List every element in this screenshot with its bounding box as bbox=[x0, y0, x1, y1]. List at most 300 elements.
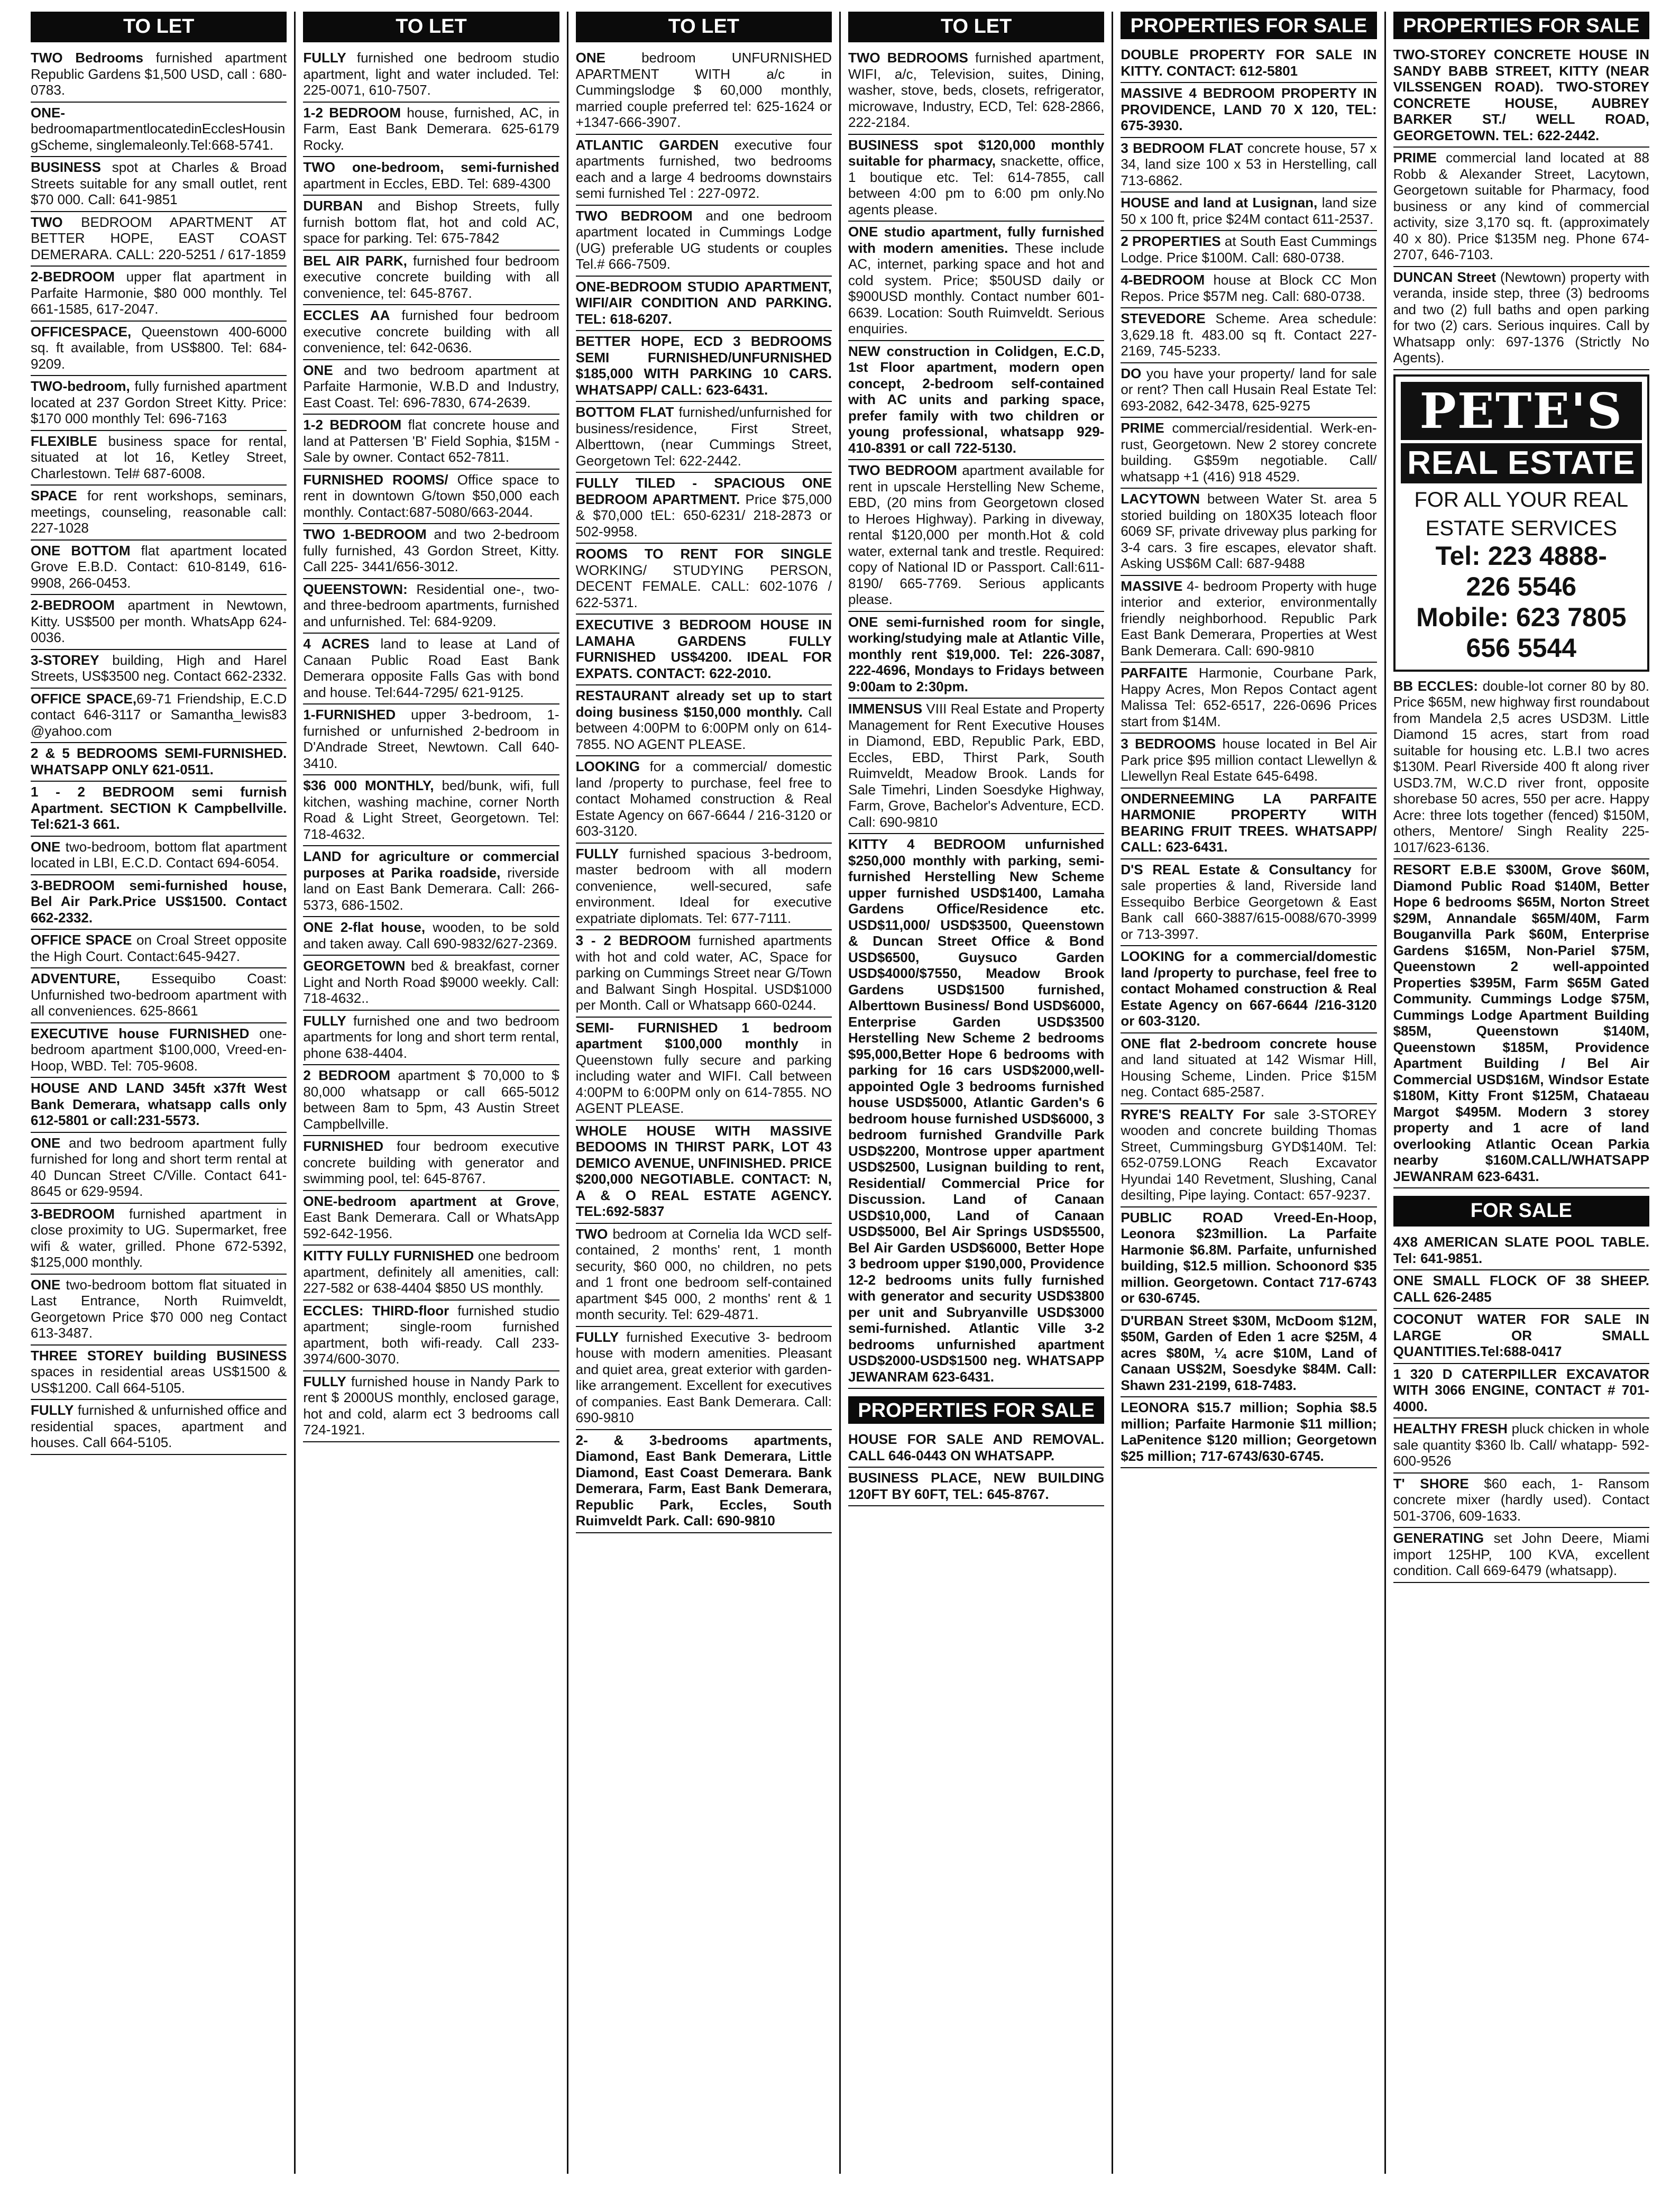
ad-lead: THREE STOREY building BUSINESS bbox=[31, 1347, 287, 1364]
classified-ad bbox=[576, 135, 832, 206]
classified-ad bbox=[1121, 576, 1376, 663]
ad-body: between Water St. area 5 storied building on 180X35 loteach floor 6069 SF, private driveway plus parking for 3-4 cars. 3 fire escapes, elevator shaft. Asking US$6M Call: 687-9488 bbox=[1121, 491, 1377, 571]
ad-body: furnished spacious 3-bedroom, master bedroom with all modern convenience, well-secured, safe environment. Ideal for executive expatriate diplomats. Tel: 677-7111. bbox=[575, 845, 832, 926]
classified-ad bbox=[1393, 1528, 1649, 1583]
ad-body: executive four apartments furnished, two bedrooms each and a large 4 bedrooms downstairs semi furnished Tel : 227-0972. bbox=[575, 136, 832, 201]
ad-lead: OFFICE SPACE bbox=[31, 932, 132, 948]
ad-lead: ONE bbox=[575, 50, 605, 66]
ad-lead: NEW construction in Colidgen, E.C.D, 1st Floor apartment, modern open concept, 2-bedroom self-contained with AC units and parking space, prefer family with two children or young professional, whatsapp 929-410-8391 or call 722-5130. bbox=[848, 343, 1105, 456]
classified-ad bbox=[31, 157, 287, 212]
section-header: TO LET bbox=[303, 12, 559, 42]
ad-lead: ROOMS TO RENT FOR SINGLE bbox=[575, 546, 832, 562]
ad-lead: TWO bbox=[31, 214, 63, 230]
ad-lead: TWO BEDROOM bbox=[575, 207, 693, 224]
ad-body: Call between 4:00PM to 6:00PM only on 614-7855. NO AGENT PLEASE. bbox=[575, 703, 832, 752]
classified-ad bbox=[31, 1204, 287, 1275]
ad-lead: 3 BEDROOMS bbox=[1121, 736, 1216, 752]
ad-body: Essequibo Coast: Unfurnished two-bedroom apartment with all conveniences. 625-8661 bbox=[31, 971, 287, 1019]
classifieds-page bbox=[23, 12, 1657, 2174]
section-header: TO LET bbox=[31, 12, 287, 42]
ad-lead: KITTY 4 BEDROOM unfurnished $250,000 monthly with parking, semi-furnished Herstelling New Scheme upper furnished USD$1400, Lamaha Gardens Office/Residence etc. USD$11,000/ USD$3500, Queenstown & Duncan Street Office & Bond USD$6500, Guysuco Garden USD$4000/$7550, Meadow Brook Gardens USD$1500 furnished, Alberttown Business/ Bond USD$6000, Enterprise Garden USD$3500 Herstelling New Scheme 2 bedrooms $95,000,Better Hope 6 bedrooms with parking for 16 cars USD$2000,well-appointed Ogle 3 bedrooms furnished house USD$5000, Atlantic Garden's 6 bedroom house furnished USD$6000, 3 bedroom furnished Grandville Park USD$2200, Montrose upper apartment USD$2500, Lusignan building to rent, Residential/ Commercial Price for Discussion. Land of Canaan USD$10,000, Land of Canaan USD$5000, Bel Air Springs USD$5500, Bel Air Garden USD$6000, Better Hope 3 bedroom upper $190,000, Providence 12-2 bedrooms units fully furnished with generator and security USD$3800 per unit and Subryanville USD$3000 semi-furnished. Atlantic Ville 3-2 bedrooms unfurnished apartment USD$2000-USD$1500 neg. WHATSAPP JEWANRAM 623-6431. bbox=[848, 836, 1105, 1385]
ad-lead: KITTY FULLY FURNISHED bbox=[303, 1248, 474, 1264]
classified-ad bbox=[303, 704, 559, 775]
ad-body: sale 3-STOREY wooden and concrete building Thomas Street, Cummingsburg GYD$140M. Tel: 652-0759.LONG Reach Excavator Hyundai 140 Revetment, Slushing, Canal desilting, Pipe laying. Contact: 657-9237. bbox=[1121, 1106, 1377, 1203]
ad-body: concrete house, 57 x 34, land size 100 x 53 in Herstelling, call 713-6862. bbox=[1121, 140, 1377, 188]
ad-body: furnished four bedroom executive concrete building with all convenience, tel: 645-8767. bbox=[303, 252, 559, 301]
classified-ad bbox=[848, 1429, 1104, 1468]
classified-ad bbox=[303, 917, 559, 956]
classified-ad bbox=[1393, 676, 1649, 860]
ad-body: Scheme. Area schedule: 3,629.18 ft. 483.00 sq ft. Contact 227-2169, 745-5233. bbox=[1121, 310, 1377, 359]
ad-body: for sale properties & land, Riverside land Essequibo Berbice Georgetown & East Bank call 660-3887/615-0088/670-3999 or 713-3997. bbox=[1121, 861, 1377, 942]
classified-ad bbox=[576, 331, 832, 402]
logo-mobile-2: 656 5544 bbox=[1466, 633, 1577, 663]
ad-lead: BUSINESS bbox=[31, 159, 101, 175]
ad-body: wooden, to be sold and taken away. Call 690-9832/627-2369. bbox=[303, 919, 559, 951]
ad-body: bed/bunk, wifi, full kitchen, washing machine, corner North Road & Light Street, Georgetown. Tel: 718-4632. bbox=[303, 777, 559, 842]
classified-ad bbox=[1121, 1311, 1376, 1398]
ad-lead: FULLY bbox=[31, 1402, 74, 1418]
classified-ad bbox=[848, 699, 1104, 834]
ad-body: BEDROOM APARTMENT AT BETTER HOPE, EAST COAST DEMERARA. CALL: 220-5251 / 617-1859 bbox=[31, 214, 287, 262]
ad-body: WORKING/ STUDYING PERSON, DECENT FEMALE. CALL: 602-1076 / 622-5371. bbox=[575, 562, 832, 610]
petes-real-estate-logo bbox=[1393, 374, 1649, 672]
classified-ad bbox=[576, 844, 832, 931]
logo-tagline-2: ESTATE SERVICES bbox=[1425, 516, 1617, 540]
classified-ad bbox=[848, 341, 1104, 461]
ad-body: and two bedroom apartment at Parfaite Harmonie, W.B.D and Industry, East Coast. Tel: 696-7830, 674-2639. bbox=[303, 362, 559, 410]
classified-ad bbox=[576, 544, 832, 615]
ad-lead: SEMI- FURNISHED 1 bedroom apartment $100,000 monthly bbox=[575, 1019, 832, 1051]
logo-tagline-1: FOR ALL YOUR REAL bbox=[1414, 488, 1629, 511]
ad-lead: GEORGETOWN bbox=[303, 958, 406, 974]
ad-lead: TWO-STOREY CONCRETE HOUSE IN SANDY BABB STREET, KITTY (NEAR VILSSENGEN ROAD). TWO-STOREY CONCRETE HOUSE, AUBREY BARKER ST./ WELL ROAD, GEORGETOWN. TEL: 622-2442. bbox=[1393, 47, 1649, 143]
ad-body: in Queenstown fully secure and parking including water and WIFI. Call between 4:00PM to 6:00PM only on 614-7855. NO AGENT PLEASE. bbox=[575, 1036, 832, 1116]
ad-body: furnished one and two bedroom apartments for long and short term rental, phone 638-4404. bbox=[303, 1012, 559, 1061]
classified-ad bbox=[1393, 1309, 1649, 1364]
section-header: TO LET bbox=[576, 12, 832, 42]
ad-lead: LACYTOWN bbox=[1121, 491, 1200, 507]
ad-body: Queenstown 400-6000 sq. ft available, from US$800. Tel: 684-9209. bbox=[31, 323, 287, 372]
section-header: PROPERTIES FOR SALE bbox=[1393, 12, 1649, 39]
ad-body: furnished apartments with hot and cold water, AC, Space for parking on Cummings Street near G/Town and Balwant Singh Hospital. USD$1000 per Month. Call or Whatsapp 660-0244. bbox=[575, 932, 832, 1013]
ad-body: house at Block CC Mon Repos. Price $57M neg. Call: 680-0738. bbox=[1121, 272, 1377, 304]
ad-lead: ONE flat 2-bedroom concrete house bbox=[1121, 1035, 1377, 1051]
classified-ad bbox=[31, 930, 287, 968]
classified-ad bbox=[303, 48, 559, 103]
ad-lead: RESTAURANT already set up to start doing business $150,000 monthly. bbox=[575, 688, 832, 720]
ad-lead: PRIME bbox=[1393, 150, 1437, 166]
ad-lead: TWO 1-BEDROOM bbox=[303, 526, 427, 542]
ad-lead: 1-2 BEDROOM bbox=[303, 104, 401, 121]
ad-lead: ECCLES AA bbox=[303, 307, 390, 323]
ad-lead: TWO-bedroom, bbox=[31, 378, 130, 394]
classified-ad bbox=[1121, 270, 1376, 308]
ad-lead: ONE-BEDROOM STUDIO APARTMENT, WIFI/AIR CONDITION AND PARKING. TEL: 618-6207. bbox=[575, 278, 832, 327]
ad-lead: ONE BOTTOM bbox=[31, 542, 131, 559]
ad-lead: RESORT E.B.E $300M, Grove $60M, Diamond Public Road $140M, Better Hope 6 bedrooms $65M, Norton Street $29M, Annandale $65M/40M, Farm Bouganvilla Park $60M, Enterprise Gardens $165M, Non-Pariel $75M, Queenstown 2 well-appointed Properties $395M, Farm $65M Gated Community. Cummings Lodge $75M, Cummings Lodge Apartment Building $85M, Queenstown $140M, Queenstown $185M, Providence Apartment Building / Bel Air Commercial USD$16M, Windsor Estate $180M, Kitty Front $125M, Chataeau Margot $495M. Modern 3 storey property and 1 acre of land overlooking Atlantic Ocean Parkia nearby $160M.CALL/WHATSAPP JEWANRAM 623-6431. bbox=[1393, 862, 1649, 1184]
ad-lead: ONE 2-flat house, bbox=[303, 919, 426, 935]
classified-ad bbox=[1393, 1270, 1649, 1309]
classified-ad bbox=[848, 612, 1104, 699]
classified-ad bbox=[303, 1136, 559, 1191]
classified-ad bbox=[1393, 44, 1649, 148]
ad-body: and one bedroom apartment located in Cummings Lodge (UG) preferable UG students or couples Tel.# 666-7509. bbox=[575, 207, 832, 272]
ad-lead: ONE bbox=[303, 362, 333, 378]
ad-lead: 2-BEDROOM bbox=[31, 597, 115, 613]
ad-lead: BUSINESS PLACE, NEW BUILDING 120FT BY 60FT, TEL: 645-8767. bbox=[848, 1470, 1105, 1502]
section-header: TO LET bbox=[848, 12, 1104, 42]
ad-lead: WHOLE HOUSE WITH MASSIVE BEDOOMS IN THIRST PARK, LOT 43 DEMICO AVENUE, UNFINISHED. PRICE $200,000 NEGOTIABLE. CONTACT: N, A & O REAL ESTATE AGENCY. TEL:692-5837 bbox=[575, 1122, 832, 1219]
ad-body: (Newtown) property with veranda, inside step, three (3) bedrooms and two (2) full baths and open parking for two (2) cars. Serious inquires. Call by Whatsapp only: 697-1376 (Strictly No Agents). bbox=[1393, 269, 1649, 365]
classified-ad bbox=[576, 473, 832, 544]
ad-lead: BB ECCLES: bbox=[1393, 678, 1479, 694]
classified-ad bbox=[1121, 859, 1376, 947]
ad-body: Price $75,000 & $70,000 tEL: 650-6231/ 218-2873 or 502-9958. bbox=[575, 491, 832, 539]
classified-ad bbox=[303, 251, 559, 306]
ad-lead: FULLY bbox=[575, 1329, 619, 1345]
classified-ad bbox=[303, 196, 559, 251]
classified-ad bbox=[31, 322, 287, 377]
classified-ad bbox=[31, 1346, 287, 1401]
ad-lead: BEL AIR PARK, bbox=[303, 252, 407, 269]
classified-ad bbox=[303, 1301, 559, 1371]
ad-body: fully furnished apartment located at 237 Gordon Street Kitty. Price: $170 000 monthly Tel: 696-7163 bbox=[31, 378, 287, 426]
ad-lead: 4X8 AMERICAN SLATE POOL TABLE. Tel: 641-9851. bbox=[1393, 1234, 1649, 1266]
ad-lead: ONE- bbox=[31, 104, 65, 121]
ad-lead: 1-FURNISHED bbox=[303, 707, 396, 722]
ad-lead: FULLY TILED - SPACIOUS ONE BEDROOM APARTMENT. bbox=[575, 475, 832, 507]
ad-lead: 4 ACRES bbox=[303, 636, 370, 652]
ad-body: furnished studio apartment; single-room furnished apartment, both wifi-ready. Call 233-3974/600-3070. bbox=[303, 1302, 559, 1367]
ad-lead: FULLY bbox=[575, 845, 619, 862]
ad-body: upper 3-bedroom, 1-furnished or unfurnished 2-bedroom in D'Andrade Street, Newtown. Call 640-3410. bbox=[303, 707, 559, 771]
ad-body: Harmonie, Courbane Park, Happy Acres, Mon Repos Contact agent Malissa Tel: 652-6517, 226-0696 Prices start from $14M. bbox=[1121, 665, 1377, 729]
ad-body: furnished apartment, WIFI, a/c, Television, suites, Dining, washer, stove, beds, closets, refrigerator, microwave, Industry, ECD, Tel: 628-2866, 222-2184. bbox=[848, 50, 1105, 130]
ad-lead: EXECUTIVE 3 BEDROOM HOUSE IN LAMAHA GARDENS FULLY FURNISHED US$4200. IDEAL FOR EXPATS. CONTACT: 622-2010. bbox=[575, 617, 832, 681]
ad-lead: TWO BEDROOMS bbox=[848, 50, 968, 66]
classified-ad bbox=[1121, 193, 1376, 231]
classified-ad bbox=[576, 1121, 832, 1224]
ad-lead: ONE SMALL FLOCK OF 38 SHEEP. CALL 626-2485 bbox=[1393, 1273, 1649, 1305]
classified-ad bbox=[1121, 418, 1376, 489]
classified-ad bbox=[1121, 83, 1376, 138]
ad-lead: 1 320 D CATERPILLER EXCAVATOR WITH 3066 ENGINE, CONTACT # 701-4000. bbox=[1393, 1366, 1649, 1414]
ad-body: furnished one bedroom studio apartment, light and water included. Tel: 225-0071, 610-7507. bbox=[303, 50, 559, 98]
ad-body: set John Deere, Miami import 125HP, 100 KVA, excellent condition. Call 669-6479 (whatsapp). bbox=[1393, 1530, 1649, 1578]
ad-body: apartment available for rent in upscale Herstelling New Scheme, EBD, (20 mins from Georgetown closed to Heroes Highway). Parking in diveway, rental $120,000 per month.Hot & cold water, external tank and trestle. Required: copy of National ID or Passport. Call:611-8190/ 665-7769. Serious applicants please. bbox=[848, 462, 1105, 607]
ad-body: business space for rental, situated at lot 16, Ketley Street, Charlestown. Tel# 687-6008. bbox=[31, 433, 287, 481]
ad-lead: SPACE bbox=[31, 488, 77, 504]
ad-body: commercial land located at 88 Robb & Alexander Street, Lacytown, Georgetown suitable for Pharmacy, food business or any kind of commercial activity, size 3,170 sq. ft. (approximately 40 x 80). Price $135M neg. Phone 674-2707, 646-7103. bbox=[1393, 150, 1649, 262]
ad-lead: QUEENSTOWN: bbox=[303, 581, 408, 597]
classified-ad bbox=[31, 431, 287, 486]
ad-lead: OFFICE SPACE, bbox=[31, 690, 137, 707]
classified-ad bbox=[576, 930, 832, 1018]
ad-body: furnished house in Nandy Park to rent $ 2000US monthly, enclosed garage, hot and cold, alarm ect 3 bedrooms call 724-1921. bbox=[303, 1373, 559, 1438]
classified-ad bbox=[1393, 1364, 1649, 1419]
classified-ad bbox=[1121, 1033, 1376, 1104]
ad-body: bedroom at Cornelia Ida WCD self-contained, 2 months' rent, 1 month security, $60 000, no children, no pets and 1 front one bedroom self-contained apartment $45 000, 2 months' rent & 1 month security. Tel: 629-4871. bbox=[575, 1225, 832, 1322]
classified-ad bbox=[303, 103, 559, 158]
ad-body: and two bedroom apartment fully furnished for long and short term rental at 40 Duncan Street C/Ville. Contact 641-8645 or 629-9594. bbox=[31, 1134, 287, 1199]
ad-body: 69-71 Friendship, E.C.D contact 646-3117 or Samantha_lewis83 @yahoo.com bbox=[31, 690, 287, 739]
ad-body: spaces in residential areas US$1500 & US$1200. Call 664-5105. bbox=[31, 1364, 287, 1396]
ad-lead: ONE bbox=[31, 1276, 61, 1293]
ad-body: VIII Real Estate and Property Management for Rent Executive Houses in Diamond, EBD, Republic Park, EBD, Eccles, EBD, Thirst Park, South Ruimveldt, Meadow Brook. Lands for Sale Timehri, Linden Soesdyke Highway, Farm, Grove, Bachelor's Adventure, ECD. Call: 690-9810 bbox=[848, 701, 1105, 830]
classified-ad bbox=[1121, 363, 1376, 418]
ad-lead: 1-2 BEDROOM bbox=[303, 417, 402, 433]
classified-ad bbox=[1121, 138, 1376, 193]
classified-ad bbox=[576, 277, 832, 332]
ad-lead: T' SHORE bbox=[1393, 1475, 1469, 1491]
ad-body: $60 each, 1- Ransom concrete mixer (hardly used). Contact 501-3706, 609-1633. bbox=[1393, 1475, 1649, 1524]
ad-lead: MASSIVE 4 BEDROOM PROPERTY IN PROVIDENCE, LAND 70 X 120, TEL: 675-3930. bbox=[1121, 85, 1377, 133]
classified-ad bbox=[31, 103, 287, 158]
ad-lead: FLEXIBLE bbox=[31, 433, 97, 449]
classified-ad bbox=[576, 685, 832, 756]
classified-ad bbox=[31, 1078, 287, 1133]
ad-lead: FULLY bbox=[303, 1012, 346, 1029]
classified-ad bbox=[303, 305, 559, 360]
ad-body: bedroomapartmentlocatedinEcclesHousingScheme, singlemaleonly.Tel:668-5741. bbox=[31, 121, 286, 153]
classified-ad bbox=[303, 1065, 559, 1136]
ad-lead: 4-BEDROOM bbox=[1121, 272, 1205, 288]
ad-body: double-lot corner 80 by 80. Price $65M, new highway first roundabout from Mandela 2,5 acres USD3M. Little Diamond 15 acres, start from road suitable for housing etc. L.B.I two acres $130M. Pearl Riverside 400 ft along river USD3.7M, W.C.D river front, opposite shorebase 50 acres, 550 per acre. Happy Acre: three lots together (fenced) $150M, others, Mentore/ Singh Reality 225-1017/623-6136. bbox=[1393, 678, 1649, 855]
section-header: PROPERTIES FOR SALE bbox=[1121, 12, 1376, 39]
ad-lead: LOOKING bbox=[575, 758, 640, 774]
ad-body: you have your property/ land for sale or rent? Then call Husain Real Estate Tel: 693-2082, 642-3478, 625-9275 bbox=[1121, 365, 1377, 414]
classified-ad bbox=[1393, 1232, 1649, 1270]
classified-ad bbox=[576, 1327, 832, 1430]
classified-ad bbox=[1121, 308, 1376, 363]
ad-body: one-bedroom apartment $100,000, Vreed-en-Hoop, WBD. Tel: 705-9608. bbox=[31, 1025, 287, 1074]
classified-ad bbox=[303, 157, 559, 196]
classified-ad bbox=[576, 1018, 832, 1121]
ad-lead: ONE bbox=[31, 1134, 61, 1151]
classified-ad bbox=[1121, 946, 1376, 1033]
ad-lead: ATLANTIC GARDEN bbox=[575, 136, 719, 153]
ad-lead: 3-STOREY bbox=[31, 652, 99, 668]
ad-body: upper flat apartment in Parfaite Harmonie, $80 000 monthly. Tel 661-1585, 617-2047. bbox=[31, 269, 287, 317]
ad-body: flat concrete house and land at Pattersen 'B' Field Sophia, $15M - Sale by owner. Contact 652-7811. bbox=[303, 417, 559, 465]
ad-lead: ONE bbox=[31, 838, 61, 855]
classified-ad bbox=[576, 615, 832, 685]
ad-lead: PUBLIC ROAD Vreed-En-Hoop, Leonora $23million. La Parfaite Harmonie $6.8M. Parfaite, unfurnished building, $12.5 million. Schoonord $35 million. Georgetown. Contact 717-6743 or 630-6745. bbox=[1121, 1209, 1377, 1306]
classified-ad bbox=[1121, 44, 1376, 83]
ad-body: four bedroom executive concrete building with generator and swimming pool, tel: 645-8767. bbox=[303, 1138, 559, 1186]
classified-ad bbox=[1121, 663, 1376, 734]
ad-body: and land situated at 142 Wismar Hill, Housing Scheme, Linden. Price $15M neg. Contact 685-2587. bbox=[1121, 1051, 1377, 1100]
ad-body: building, High and Harel Streets, US$3500 neg. Contact 662-2332. bbox=[31, 652, 287, 684]
ad-body: pluck chicken in whole sale quantity $360 lb. Call/ whatapp- 592-600-9526 bbox=[1393, 1421, 1649, 1469]
ad-body: two-bedroom, bottom flat apartment located in LBI, E.C.D. Contact 694-6054. bbox=[31, 838, 287, 871]
classified-ad bbox=[1393, 267, 1649, 370]
classified-ad bbox=[31, 650, 287, 689]
ad-body: and two 2-bedroom fully furnished, 43 Gordon Street, Kitty. Call 225- 3441/656-3012. bbox=[303, 526, 559, 574]
classified-ad bbox=[31, 1275, 287, 1346]
column-6 bbox=[1386, 12, 1657, 2174]
ad-body: furnished & unfurnished office and residential spaces, apartment and houses. Call 664-5105. bbox=[31, 1402, 287, 1450]
classified-ad bbox=[303, 956, 559, 1011]
classified-ad bbox=[1393, 1474, 1649, 1529]
column-5 bbox=[1113, 12, 1385, 2174]
classified-ad bbox=[303, 470, 559, 525]
ad-body: Office space to rent in downtown G/town $50,000 each monthly. Contact:687-5080/663-2044. bbox=[303, 471, 559, 520]
classified-ad bbox=[31, 267, 287, 322]
ad-body: house, furnished, AC, in Farm, East Bank Demerara. 625-6179 Rocky. bbox=[303, 104, 559, 153]
ad-lead: ADVENTURE, bbox=[31, 971, 121, 986]
ad-lead: DURBAN bbox=[303, 198, 363, 214]
classified-ad bbox=[31, 875, 287, 930]
section-subheader: PROPERTIES FOR SALE bbox=[848, 1396, 1104, 1424]
ad-body: and Bishop Streets, fully furnish bottom flat, hot and cold AC, space for parking. Tel: 675-7842 bbox=[303, 198, 559, 246]
logo-subtitle: REAL ESTATE bbox=[1401, 443, 1642, 483]
classified-ad bbox=[576, 48, 832, 135]
ad-lead: TWO BEDROOM bbox=[848, 462, 957, 478]
ad-body: bedroom UNFURNISHED APARTMENT WITH a/c in Cummingslodge $ 60,000 monthly, married couple preferred tel: 625-1624 or +1347-666-3907. bbox=[575, 50, 832, 130]
ad-body: furnished Executive 3- bedroom house with modern amenities. Pleasant and quiet area, great exterior with garden-like arrangement. Excellent for executives of companies. East Bank Demerara. Call: 690-9810 bbox=[575, 1329, 832, 1425]
ad-lead: HEALTHY FRESH bbox=[1393, 1421, 1508, 1436]
classified-ad bbox=[1121, 1207, 1376, 1311]
classified-ad bbox=[848, 222, 1104, 341]
ad-lead: LOOKING for a commercial/domestic land /property to purchase, feel free to contact Mohamed construction & Real Estate Agency on 667-6644 /216-3120 or 603-3120. bbox=[1121, 948, 1377, 1029]
classified-ad bbox=[31, 743, 287, 782]
classified-ad bbox=[303, 579, 559, 634]
ad-lead: DOUBLE PROPERTY FOR SALE IN KITTY. CONTACT: 612-5801 bbox=[1121, 47, 1377, 79]
ad-lead: 2 BEDROOM bbox=[303, 1067, 391, 1083]
ad-lead: IMMENSUS bbox=[848, 701, 923, 717]
ad-body: bed & breakfast, corner Light and North Road $9000 weekly. Call: 718-4632.. bbox=[303, 958, 559, 1006]
logo-name: PETE'S bbox=[1401, 382, 1642, 440]
classified-ad bbox=[31, 968, 287, 1023]
ad-lead: ECCLES: THIRD-floor bbox=[303, 1302, 449, 1319]
classified-ad bbox=[1121, 1104, 1376, 1207]
ad-body: on Croal Street opposite the High Court. Contact:645-9427. bbox=[31, 932, 287, 964]
ad-body: house located in Bel Air Park price $95 million contact Llewellyn & Llewellyn Real Estate 645-6498. bbox=[1121, 736, 1377, 784]
classified-ad bbox=[1393, 859, 1649, 1188]
ad-lead: 2- & 3-bedrooms apartments, Diamond, East Bank Demerara, Little Diamond, East Coast Demerara. Bank Demerara, Farm, East Bank Demerara, Republic Park, Eccles, South Ruimveldt Park. Call: 690-9810 bbox=[575, 1432, 832, 1529]
ad-lead: 3-BEDROOM semi-furnished house, Bel Air Park.Price US$1500. Contact 662-2332. bbox=[31, 877, 287, 926]
ad-lead: COCONUT WATER FOR SALE IN LARGE OR SMALL QUANTITIES.Tel:688-0417 bbox=[1393, 1311, 1649, 1359]
ad-body: land to lease at Land of Canaan Public Road East Bank Demerara opposite Falls Gas with bond and house. Tel:644-7295/ 621-9125. bbox=[303, 636, 559, 700]
ad-lead: FULLY bbox=[303, 50, 346, 66]
ad-lead: HOUSE AND LAND 345ft x37ft West Bank Demerara, whatsapp calls only 612-5801 or call:231-5573. bbox=[31, 1080, 287, 1128]
classified-ad bbox=[576, 206, 832, 277]
ad-lead: 2 & 5 BEDROOMS SEMI-FURNISHED. WHATSAPP ONLY 621-0511. bbox=[31, 745, 287, 777]
ad-body: flat apartment located Grove E.B.D. Contact: 610-8149, 616-9908, 266-0453. bbox=[31, 542, 287, 591]
classified-ad bbox=[1393, 1419, 1649, 1474]
ad-body: for rent workshops, seminars, meetings, counseling, reasonable call: 227-1028 bbox=[31, 488, 287, 536]
classified-ad bbox=[303, 360, 559, 415]
classified-ad bbox=[576, 1224, 832, 1327]
classified-ad bbox=[576, 1430, 832, 1533]
ad-lead: $36 000 MONTHLY, bbox=[303, 777, 434, 793]
ad-lead: HOUSE FOR SALE AND REMOVAL. CALL 646-0443 ON WHATSAPP. bbox=[848, 1431, 1105, 1463]
classified-ad bbox=[303, 1011, 559, 1066]
classified-ad bbox=[31, 782, 287, 837]
ad-body: commercial/residential. Werk-en-rust, Georgetown. New 2 storey concrete building. G$59m negotiable. Call/ whatsapp +1 (416) 918 4529. bbox=[1121, 420, 1377, 484]
ad-body: 4- bedroom Property with huge interior and exterior, environmentally friendly neighborhood. Republic Park East Bank Demerara, Properties at West Bank Demerara. Call: 690-9810 bbox=[1121, 578, 1377, 658]
classified-ad bbox=[1121, 489, 1376, 576]
ad-lead: ONE-bedroom apartment at Grove bbox=[303, 1193, 556, 1209]
classified-ad bbox=[31, 595, 287, 650]
classified-ad bbox=[31, 837, 287, 875]
ad-lead: ONE semi-furnished room for single, working/studying male at Atlantic Ville, monthly rent $19,000. Tel: 226-3087, 222-4696, Mondays to Fridays between 9:00am to 2:30pm. bbox=[848, 614, 1105, 694]
logo-mobile: Mobile: 623 7805 bbox=[1416, 602, 1627, 632]
classified-ad bbox=[848, 135, 1104, 222]
ad-lead: TWO bbox=[575, 1225, 608, 1242]
ad-body: land size 50 x 100 ft, price $24M contact 611-2537. bbox=[1121, 195, 1377, 227]
ad-lead: DO bbox=[1121, 365, 1142, 381]
ad-lead: 2 PROPERTIES bbox=[1121, 233, 1221, 249]
ad-lead: 3 BEDROOM FLAT bbox=[1121, 140, 1243, 156]
classified-ad bbox=[303, 634, 559, 704]
classified-ad bbox=[303, 775, 559, 846]
classified-ad bbox=[303, 1371, 559, 1442]
classified-ad bbox=[848, 460, 1104, 612]
classified-ad bbox=[31, 212, 287, 267]
ad-body: furnished four bedroom executive concrete building with all convenience, tel: 642-0636. bbox=[303, 307, 559, 355]
ad-lead: TWO Bedrooms bbox=[31, 50, 143, 66]
ad-lead: LEONORA $15.7 million; Sophia $8.5 million; Parfaite Harmonie $11 million; LaPenitence $120 million; Georgetown $25 million; 717-6743/630-6745. bbox=[1121, 1399, 1377, 1464]
ad-lead: FURNISHED bbox=[303, 1138, 383, 1154]
classified-ad bbox=[31, 48, 287, 103]
ad-lead: LAND for agriculture or commercial purposes at Parika roadside, bbox=[303, 848, 559, 881]
classified-ad bbox=[31, 486, 287, 541]
classified-ad bbox=[303, 846, 559, 917]
ad-lead: OFFICESPACE, bbox=[31, 323, 132, 340]
ad-lead: ONDERNEEMING LA PARFAITE HARMONIE PROPERTY WITH BEARING FRUIT TREES. WHATSAPP/ CALL: 623-6431. bbox=[1121, 790, 1377, 855]
ad-lead: 2-BEDROOM bbox=[31, 269, 115, 285]
ad-lead: TWO one-bedroom, semi-furnished bbox=[303, 159, 559, 175]
classified-ad bbox=[1393, 148, 1649, 267]
logo-tel-2: 226 5546 bbox=[1466, 571, 1577, 601]
classified-ad bbox=[848, 1468, 1104, 1506]
ad-lead: BOTTOM FLAT bbox=[575, 404, 674, 420]
logo-tel: Tel: 223 4888- bbox=[1435, 541, 1607, 571]
ad-lead: BETTER HOPE, ECD 3 BEDROOMS SEMI FURNISHED/UNFURNISHED $185,000 WITH PARKING 10 CARS. WHATSAPP/ CALL: 623-6431. bbox=[575, 333, 832, 398]
classified-ad bbox=[31, 1400, 287, 1455]
classified-ad bbox=[576, 756, 832, 844]
section-subheader: FOR SALE bbox=[1393, 1196, 1649, 1227]
classified-ad bbox=[1121, 231, 1376, 270]
classified-ad bbox=[848, 834, 1104, 1389]
classified-ad bbox=[1121, 734, 1376, 789]
classified-ad bbox=[31, 1133, 287, 1204]
classified-ad bbox=[576, 402, 832, 473]
ad-lead: D'S REAL Estate & Consultancy bbox=[1121, 861, 1352, 877]
ad-body: riverside land on East Bank Demerara. Call: 266-5373, 686-1502. bbox=[303, 864, 559, 913]
ad-lead: STEVEDORE bbox=[1121, 310, 1206, 326]
classified-ad bbox=[31, 541, 287, 596]
ad-lead: DUNCAN Street bbox=[1393, 269, 1497, 285]
ad-lead: RYRE'S REALTY For bbox=[1121, 1106, 1265, 1122]
ad-lead: 3-BEDROOM bbox=[31, 1205, 115, 1222]
ad-lead: FURNISHED ROOMS/ bbox=[303, 471, 448, 488]
classified-ad bbox=[31, 376, 287, 431]
ad-body: furnished/unfurnished for business/residence, First Street, Alberttown, (near Cummings Street, Georgetown Tel: 622-2442. bbox=[575, 404, 832, 469]
classified-ad bbox=[31, 689, 287, 744]
ad-body: two-bedroom bottom flat situated in Last Entrance, North Ruimveldt, Georgetown Price $70 000 neg Contact 613-3487. bbox=[31, 1276, 287, 1341]
ad-lead: ONE studio apartment, fully furnished with modern amenities. bbox=[848, 224, 1105, 256]
ad-lead: EXECUTIVE house FURNISHED bbox=[31, 1025, 250, 1041]
classified-ad bbox=[1121, 789, 1376, 859]
ad-lead: MASSIVE bbox=[1121, 578, 1183, 594]
ad-lead: D'URBAN Street $30M, McDoom $12M, $50M, Garden of Eden 1 acre $25M, 4 acres $80M, ¼ acre $10M, Land of Canaan US$2M, Soesdyke $84M. Call: Shawn 231-2199, 618-7483. bbox=[1121, 1312, 1377, 1393]
ad-lead: PRIME bbox=[1121, 420, 1164, 436]
ad-lead: 1 - 2 BEDROOM semi furnish Apartment. SECTION K Campbellville. Tel:621-3 661. bbox=[31, 784, 287, 832]
